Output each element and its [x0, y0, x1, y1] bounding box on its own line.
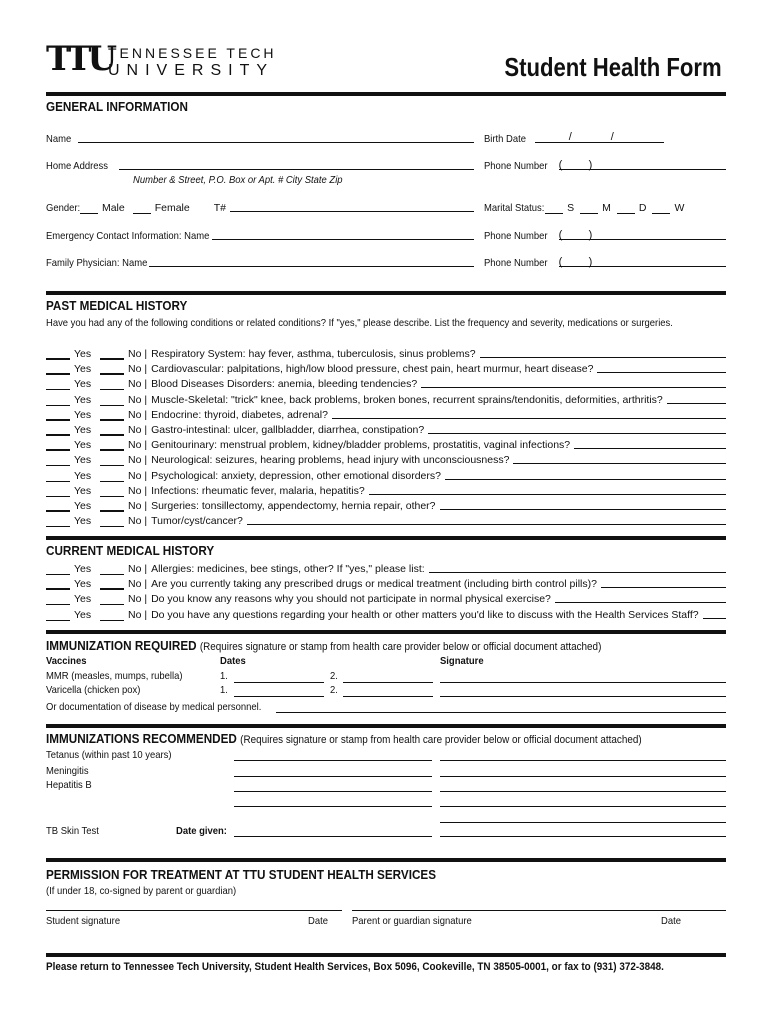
- immunization-required-rule: [46, 630, 726, 634]
- yes-checkbox[interactable]: [46, 604, 70, 605]
- tetanus-signature-input[interactable]: [440, 760, 726, 761]
- tb-signature-input-2[interactable]: [440, 836, 726, 837]
- logo-line-1: TENNESSEE TECH: [108, 45, 277, 61]
- immunizations-recommended-title: IMMUNIZATIONS RECOMMENDED: [46, 731, 237, 746]
- yes-label: Yes: [74, 563, 92, 575]
- physician-phone-label: Phone Number: [484, 257, 548, 269]
- t-number-input[interactable]: [230, 211, 474, 212]
- extra-signature-input[interactable]: [440, 806, 726, 807]
- no-checkbox[interactable]: [100, 604, 124, 605]
- no-checkbox[interactable]: [100, 526, 124, 527]
- condition-question: Blood Diseases Disorders: anemia, bleeding tendencies?: [151, 378, 418, 391]
- marital-m-checkbox[interactable]: [580, 213, 598, 214]
- yes-checkbox[interactable]: [46, 588, 70, 590]
- yes-label: Yes: [74, 454, 92, 467]
- yes-checkbox[interactable]: [46, 465, 70, 466]
- yes-label: Yes: [74, 378, 92, 391]
- yes-checkbox[interactable]: [46, 405, 70, 406]
- student-signature-input[interactable]: [46, 910, 342, 911]
- home-phone-label: Phone Number: [484, 160, 548, 172]
- tb-skin-test-label: TB Skin Test: [46, 825, 99, 837]
- history-row: [46, 346, 726, 360]
- gender-label: Gender:: [46, 202, 81, 214]
- yes-label: Yes: [74, 578, 92, 591]
- yes-label: Yes: [74, 363, 92, 376]
- vaccines-column-header: Vaccines: [46, 655, 87, 667]
- condition-question: Neurological: seizures, hearing problems, head injury with unconsciousness?: [151, 454, 510, 467]
- yes-label: Yes: [74, 439, 92, 452]
- no-label: No |: [128, 484, 148, 497]
- no-checkbox[interactable]: [100, 405, 124, 406]
- history-row: [46, 452, 726, 466]
- no-label: No |: [128, 578, 148, 591]
- name-label: Name: [46, 133, 72, 145]
- yes-label: Yes: [74, 348, 92, 360]
- past-history-rule: [46, 291, 726, 295]
- female-label: Female: [154, 202, 190, 214]
- marital-m-label: M: [602, 202, 611, 214]
- yes-checkbox[interactable]: [46, 510, 70, 512]
- condition-description-input[interactable]: [574, 448, 726, 449]
- logo-line-2: UNIVERSITY: [108, 62, 275, 79]
- marital-w-checkbox[interactable]: [652, 213, 670, 214]
- no-label: No |: [128, 393, 148, 406]
- immunizations-recommended-rule: [46, 724, 726, 728]
- yes-label: Yes: [74, 484, 92, 497]
- no-checkbox[interactable]: [100, 449, 124, 451]
- condition-description-input[interactable]: [480, 357, 726, 358]
- history-row: [46, 561, 726, 575]
- no-label: No |: [128, 593, 148, 606]
- yes-checkbox[interactable]: [46, 389, 70, 390]
- varicella-dose-2-input[interactable]: [343, 696, 433, 697]
- footer-rule: [46, 953, 726, 957]
- mmr-dose-1-input[interactable]: [234, 682, 324, 683]
- history-row: [46, 483, 726, 497]
- disease-documentation-input[interactable]: [276, 712, 726, 713]
- extra-date-input[interactable]: [234, 806, 432, 807]
- yes-checkbox[interactable]: [46, 434, 70, 436]
- student-signature-label: Student signature: [46, 915, 121, 927]
- male-checkbox[interactable]: [80, 213, 98, 214]
- no-checkbox[interactable]: [100, 620, 124, 621]
- yes-checkbox[interactable]: [46, 449, 70, 451]
- birth-date-field[interactable]: Birth Date / /: [484, 131, 664, 145]
- past-history-intro: Have you had any of the following conditions or related conditions? If "yes," please describe. List the frequency and severity, medications or surgeries.: [46, 317, 673, 329]
- history-row: [46, 422, 726, 436]
- no-label: No |: [128, 348, 148, 360]
- history-row: [46, 437, 726, 451]
- condition-description-input[interactable]: [555, 602, 726, 603]
- condition-description-input[interactable]: [428, 433, 726, 434]
- no-label: No |: [128, 608, 148, 621]
- meningitis-label: Meningitis: [46, 765, 89, 777]
- yes-label: Yes: [74, 608, 92, 621]
- immunizations-recommended-note: (Requires signature or stamp from health care provider below or official document attached): [240, 734, 642, 746]
- home-phone-field[interactable]: Phone Number ( ): [484, 158, 726, 172]
- condition-question: Cardiovascular: palpitations, high/low blood pressure, chest pain, heart murmur, heart disease?: [151, 363, 594, 376]
- history-row: [46, 361, 726, 375]
- condition-description-input[interactable]: [445, 479, 726, 480]
- no-label: No |: [128, 469, 148, 482]
- history-row: [46, 607, 726, 621]
- varicella-dose-2-label: 2.: [330, 684, 338, 696]
- varicella-label: Varicella (chicken pox): [46, 684, 141, 696]
- mmr-label: MMR (measles, mumps, rubella): [46, 670, 183, 682]
- history-row: [46, 376, 726, 390]
- t-number-label: T#: [213, 202, 226, 214]
- no-label: No |: [128, 378, 148, 391]
- family-physician-label: Family Physician: Name: [46, 257, 148, 269]
- no-label: No |: [128, 515, 148, 528]
- name-field[interactable]: [46, 131, 474, 145]
- birth-date-label: Birth Date: [484, 133, 527, 145]
- hepatitis-b-label: Hepatitis B: [46, 779, 92, 791]
- yes-checkbox[interactable]: [46, 620, 70, 621]
- emergency-phone-label: Phone Number: [484, 230, 548, 242]
- date-given-label: Date given:: [176, 825, 227, 837]
- parent-signature-label: Parent or guardian signature: [352, 915, 472, 927]
- yes-checkbox[interactable]: [46, 419, 70, 421]
- condition-question: Surgeries: tonsillectomy, appendectomy, hernia repair, other?: [151, 500, 436, 512]
- no-checkbox[interactable]: [100, 574, 124, 575]
- general-information-heading: GENERAL INFORMATION: [46, 99, 188, 114]
- emergency-phone-field[interactable]: Phone Number ( ): [484, 228, 726, 242]
- marital-d-label: D: [638, 202, 647, 214]
- no-checkbox[interactable]: [100, 434, 124, 436]
- yes-checkbox[interactable]: [46, 526, 70, 527]
- condition-description-input[interactable]: [332, 418, 726, 419]
- condition-question: Do you have any questions regarding your health or other matters you'd like to discuss with the Health Services Staff?: [151, 608, 699, 621]
- condition-question: Tumor/cyst/cancer?: [151, 515, 243, 528]
- condition-question: Are you currently taking any prescribed drugs or medical treatment (including birth control pills)?: [151, 578, 597, 591]
- condition-description-input[interactable]: [247, 524, 726, 525]
- condition-description-input[interactable]: [667, 403, 726, 404]
- no-checkbox[interactable]: [100, 358, 124, 360]
- past-medical-history-heading: PAST MEDICAL HISTORY: [46, 298, 188, 313]
- dates-column-header: Dates: [220, 655, 246, 667]
- permission-rule: [46, 858, 726, 862]
- condition-description-input[interactable]: [421, 387, 726, 388]
- university-logo-text: [108, 44, 277, 80]
- tb-date-input[interactable]: [234, 836, 432, 837]
- condition-description-input[interactable]: [597, 372, 726, 373]
- marital-status-label: Marital Status:: [484, 202, 545, 214]
- form-title: Student Health Form: [504, 52, 722, 82]
- parent-signature-input[interactable]: [352, 910, 726, 911]
- condition-question: Genitourinary: menstrual problem, kidney/bladder problems, prostatitis, vaginal infections?: [151, 439, 571, 452]
- gender-row: [46, 200, 474, 214]
- condition-description-input[interactable]: [440, 509, 726, 510]
- no-label: No |: [128, 500, 148, 512]
- female-checkbox[interactable]: [133, 213, 151, 214]
- varicella-dose-1-input[interactable]: [234, 696, 324, 697]
- parent-date-label: Date: [661, 915, 681, 927]
- signature-column-header: Signature: [440, 655, 484, 667]
- no-checkbox[interactable]: [100, 481, 124, 482]
- university-logo-mark: TTU: [46, 39, 114, 79]
- no-label: No |: [128, 363, 148, 376]
- marital-w-label: W: [674, 202, 685, 214]
- condition-question: Do you know any reasons why you should not participate in normal physical exercise?: [151, 593, 551, 606]
- mmr-dose-2-label: 2.: [330, 670, 338, 682]
- yes-checkbox[interactable]: [46, 496, 70, 497]
- mmr-dose-1-label: 1.: [220, 670, 228, 682]
- history-row: [46, 392, 726, 406]
- condition-description-input[interactable]: [513, 463, 726, 464]
- marital-s-label: S: [567, 202, 575, 214]
- footer-return-instructions: Please return to Tennessee Tech University, Student Health Services, Box 5096, Cookeville, TN 38505-0001, or fax to (931) 372-3848.: [46, 961, 664, 973]
- no-checkbox[interactable]: [100, 419, 124, 421]
- history-row: [46, 591, 726, 605]
- history-row: [46, 498, 726, 512]
- varicella-dose-1-label: 1.: [220, 684, 228, 696]
- immunization-required-title: IMMUNIZATION REQUIRED: [46, 638, 197, 653]
- no-checkbox[interactable]: [100, 389, 124, 390]
- family-physician-field[interactable]: [46, 255, 474, 269]
- meningitis-date-input[interactable]: [234, 776, 432, 777]
- yes-label: Yes: [74, 515, 92, 528]
- condition-question: Infections: rheumatic fever, malaria, hepatitis?: [151, 484, 365, 497]
- no-label: No |: [128, 424, 148, 436]
- yes-checkbox[interactable]: [46, 481, 70, 482]
- yes-label: Yes: [74, 393, 92, 406]
- marital-s-checkbox[interactable]: [545, 213, 563, 214]
- condition-question: Respiratory System: hay fever, asthma, tuberculosis, sinus problems?: [151, 348, 476, 360]
- physician-phone-field[interactable]: Phone Number ( ): [484, 255, 726, 269]
- current-medical-history-heading: CURRENT MEDICAL HISTORY: [46, 543, 215, 558]
- yes-label: Yes: [74, 469, 92, 482]
- condition-question: Gastro-intestinal: ulcer, gallbladder, diarrhea, constipation?: [151, 424, 425, 436]
- tb-signature-input-1[interactable]: [440, 822, 726, 823]
- header-rule: [46, 92, 726, 96]
- permission-heading: PERMISSION FOR TREATMENT AT TTU STUDENT HEALTH SERVICES: [46, 867, 437, 882]
- condition-question: Allergies: medicines, bee stings, other? If "yes," please list:: [151, 563, 425, 575]
- condition-description-input[interactable]: [703, 618, 726, 619]
- mmr-signature-input[interactable]: [440, 682, 726, 683]
- history-row: [46, 407, 726, 421]
- immunization-required-note: (Requires signature or stamp from health care provider below or official document attached): [199, 641, 602, 653]
- no-label: No |: [128, 454, 148, 467]
- current-history-rule: [46, 536, 726, 540]
- disease-documentation-label: Or documentation of disease by medical personnel.: [46, 701, 262, 713]
- no-checkbox[interactable]: [100, 510, 124, 512]
- no-label: No |: [128, 439, 148, 452]
- history-row: [46, 576, 726, 590]
- condition-description-input[interactable]: [369, 494, 726, 495]
- condition-question: Endocrine: thyroid, diabetes, adrenal?: [151, 408, 328, 421]
- no-checkbox[interactable]: [100, 373, 124, 375]
- address-hint: Number & Street, P.O. Box or Apt. # City State Zip: [133, 174, 343, 186]
- history-row: [46, 513, 726, 527]
- emergency-contact-label: Emergency Contact Information: Name: [46, 230, 210, 242]
- student-date-label: Date: [308, 915, 328, 927]
- yes-checkbox[interactable]: [46, 574, 70, 575]
- yes-checkbox[interactable]: [46, 373, 70, 375]
- no-checkbox[interactable]: [100, 465, 124, 466]
- tetanus-label: Tetanus (within past 10 years): [46, 749, 172, 761]
- home-address-field[interactable]: [46, 158, 474, 172]
- immunizations-recommended-heading: [46, 731, 642, 746]
- marital-status-row: [484, 200, 684, 214]
- yes-label: Yes: [74, 408, 92, 421]
- emergency-contact-field[interactable]: [46, 228, 474, 242]
- yes-label: Yes: [74, 500, 92, 512]
- tetanus-date-input[interactable]: [234, 760, 432, 761]
- no-label: No |: [128, 563, 148, 575]
- yes-label: Yes: [74, 593, 92, 606]
- yes-checkbox[interactable]: [46, 358, 70, 360]
- male-label: Male: [101, 202, 125, 214]
- hepatitis-date-input[interactable]: [234, 791, 432, 792]
- yes-label: Yes: [74, 424, 92, 436]
- mmr-dose-2-input[interactable]: [343, 682, 433, 683]
- no-checkbox[interactable]: [100, 588, 124, 590]
- condition-question: Psychological: anxiety, depression, other emotional disorders?: [151, 469, 441, 482]
- condition-description-input[interactable]: [429, 572, 726, 573]
- immunization-required-heading: [46, 638, 601, 653]
- no-checkbox[interactable]: [100, 496, 124, 497]
- marital-d-checkbox[interactable]: [617, 213, 635, 214]
- no-label: No |: [128, 408, 148, 421]
- condition-description-input[interactable]: [601, 587, 726, 588]
- varicella-signature-input[interactable]: [440, 696, 726, 697]
- history-row: [46, 468, 726, 482]
- home-address-label: Home Address: [46, 160, 108, 172]
- condition-question: Muscle-Skeletal: "trick" knee, back problems, broken bones, recurrent sprains/tendonitis, deformities, arthritis?: [151, 393, 663, 406]
- hepatitis-signature-input[interactable]: [440, 791, 726, 792]
- meningitis-signature-input[interactable]: [440, 776, 726, 777]
- permission-note: (If under 18, co-signed by parent or guardian): [46, 885, 237, 897]
